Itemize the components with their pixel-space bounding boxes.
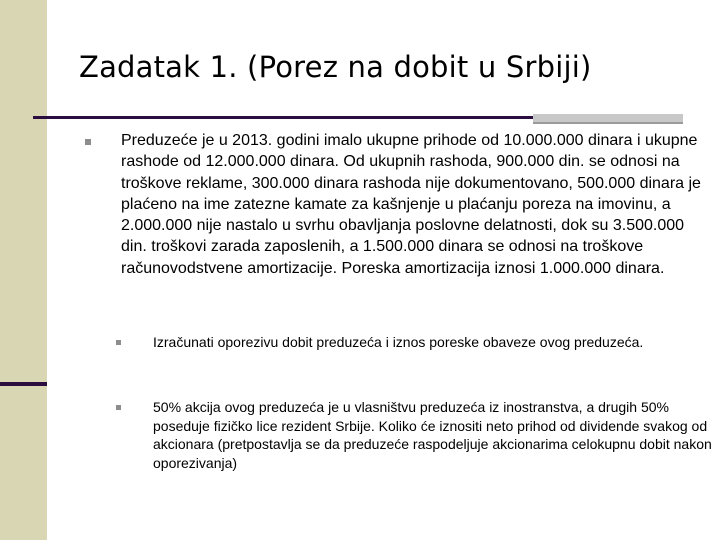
sidebar-accent-bar	[0, 382, 47, 386]
sub-bullet-1	[116, 340, 121, 345]
title-divider-gray-shadow	[533, 122, 683, 124]
title-divider	[33, 116, 533, 119]
main-paragraph: Preduzeće je u 2013. godini imalo ukupne prihode od 10.000.000 dinara i ukupne rashode od 12.000.000 dinara. Od ukupnih rashoda, 900.000 din. se odnosi na troškove reklame, 300.000 dinara rashoda nije dokumentovano, 500.000 dinara je plaćeno na ime zatezne kamate za kašnjenje u plaćanju poreza na imovinu, a 2.000.000 nije nastalo u svrhu obavljanja poslovne delatnosti, dok su 3.500.000 din. troškovi zarada zaposlenih, a 1.500.000 dinara se odnosi na troškove računovodstvene amortizacije. Poreska amortizacija iznosi 1.000.000 dinara.	[121, 132, 701, 277]
slide-title: Zadatak 1. (Porez na dobit u Srbiji)	[79, 50, 592, 84]
sub-item-2: 50% akcija ovog preduzeća je u vlasništvu preduzeća iz inostranstva, a drugih 50% poseduje fizičko lice rezident Srbije. Koliko će iznositi neto prihod od dividende svakog od akcionara (pretpostavlja se da preduzeće raspodeljuje akcionarima celokupnu dobit nakon oporezivanja)	[153, 399, 712, 471]
title-divider-gray	[533, 114, 683, 122]
slide-sidebar	[0, 0, 47, 540]
sub-item-1: Izračunati oporezivu dobit preduzeća i iznos poreske obaveze ovog preduzeća.	[153, 334, 644, 350]
main-bullet	[85, 139, 91, 145]
sub-bullet-2	[116, 405, 121, 410]
